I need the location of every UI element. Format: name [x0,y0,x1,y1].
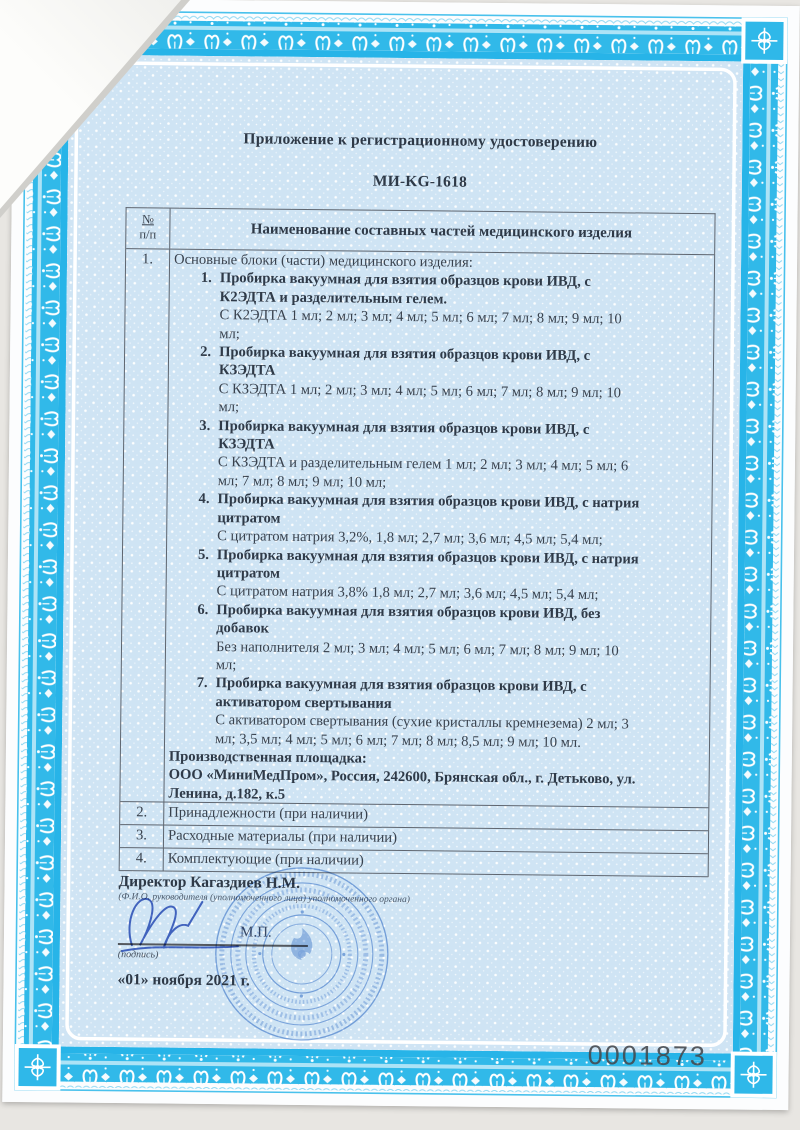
signature-caption: (подпись) [117,949,159,961]
row1-number: 1. [120,249,170,801]
list-item: 7. Пробирка вакуумная для взятия образцов крови ИВД, с активатором свертывания С активатором свертывания (сухие кристаллы кремнезема) 2 мл; 3 мл; 3,5 мл; 4 мл; 5 мл; 6 мл; 7 мл; 8 мл; 8,5 мл; 9 мл; 10 мл. [196,675,629,751]
scanned-certificate-page [2,0,800,1110]
list-item: 2. Пробирка вакуумная для взятия образцов крови ИВД, с КЗЭДТА С КЗЭДТА 1 мл; 2 мл; 3 мл; 4 мл; 5 мл; 6 мл; 7 мл; 8 мл; 9 мл; 10 мл; [200,343,622,416]
director-name: Директор Кагаздиев Н.М. [118,873,301,892]
date-signed: «01» ноября 2021 г. [117,971,250,990]
production-site-label: Производственная площадка: [168,748,367,767]
col-name-header: Наименование составных частей медицинского изделия [250,221,633,242]
form-serial-number: 0001873 [587,1039,708,1072]
list-item: 6. Пробирка вакуумная для взятия образцов крови ИВД, без добавок Без наполнителя 2 мл; 3 мл; 4 мл; 5 мл; 6 мл; 7 мл; 8 мл; 9 мл; 10 мл; [197,601,619,674]
director-note: (Ф.И.О. руководителя (уполномоченного лица) уполномоченного органа) [118,892,410,906]
components-table [119,207,716,877]
table-header-row [126,208,714,255]
col-number-header [126,208,170,248]
stamp-place-label: М.П. [239,924,272,941]
row1-intro: Основные блоки (части) медицинского изделия: [173,251,473,271]
number-sign-2: п/п [139,227,157,242]
list-item: 1. Пробирка вакуумная для взятия образцов крови ИВД, с К2ЭДТА и разделительным гелем. С К2ЭДТА 1 мл; 2 мл; 3 мл; 4 мл; 5 мл; 6 мл; 7 мл; 8 мл; 9 мл; 10 мл; [200,270,622,342]
number-sign: № [141,212,155,227]
production-site-value: ООО «МиниМедПром», Россия, 242600, Брянская обл., г. Детьково, ул. Ленина, д.182, к.5 [168,766,636,803]
table-row: 3. Расходные материалы (при наличии) [120,825,708,854]
list-item: 5. Пробирка вакуумная для взятия образцов крови ИВД, с натрия цитратом С цитратом натрия 3,8% 1,8 мл; 2,7 мл; 3,6 мл; 4,5 мл; 5,4 мл; [197,546,639,604]
document-title: Приложение к регистрационному удостоверению [243,130,598,152]
row1-content [164,250,714,808]
table-row-main-blocks [120,249,714,808]
list-item: 4. Пробирка вакуумная для взятия образцов крови ИВД, с натрия цитратом С цитратом натрия 3,2%, 1,8 мл; 2,7 мл; 3,6 мл; 4,5 мл; 5,4 мл; [198,491,640,549]
official-round-stamp [213,865,391,1043]
table-row: 4. Комплектующие (при наличии) [120,848,708,877]
registration-number: МИ-KG-1618 [372,172,468,191]
table-row: 2. Принадлежности (при наличии) [120,802,708,831]
list-item: 3. Пробирка вакуумная для взятия образцов крови ИВД, с КЗЭДТА С КЗЭДТА и разделительным гелем 1 мл; 2 мл; 3 мл; 4 мл; 5 мл; 6 мл; 7 мл; 8 мл; 9 мл; 10 мл; [199,417,629,491]
